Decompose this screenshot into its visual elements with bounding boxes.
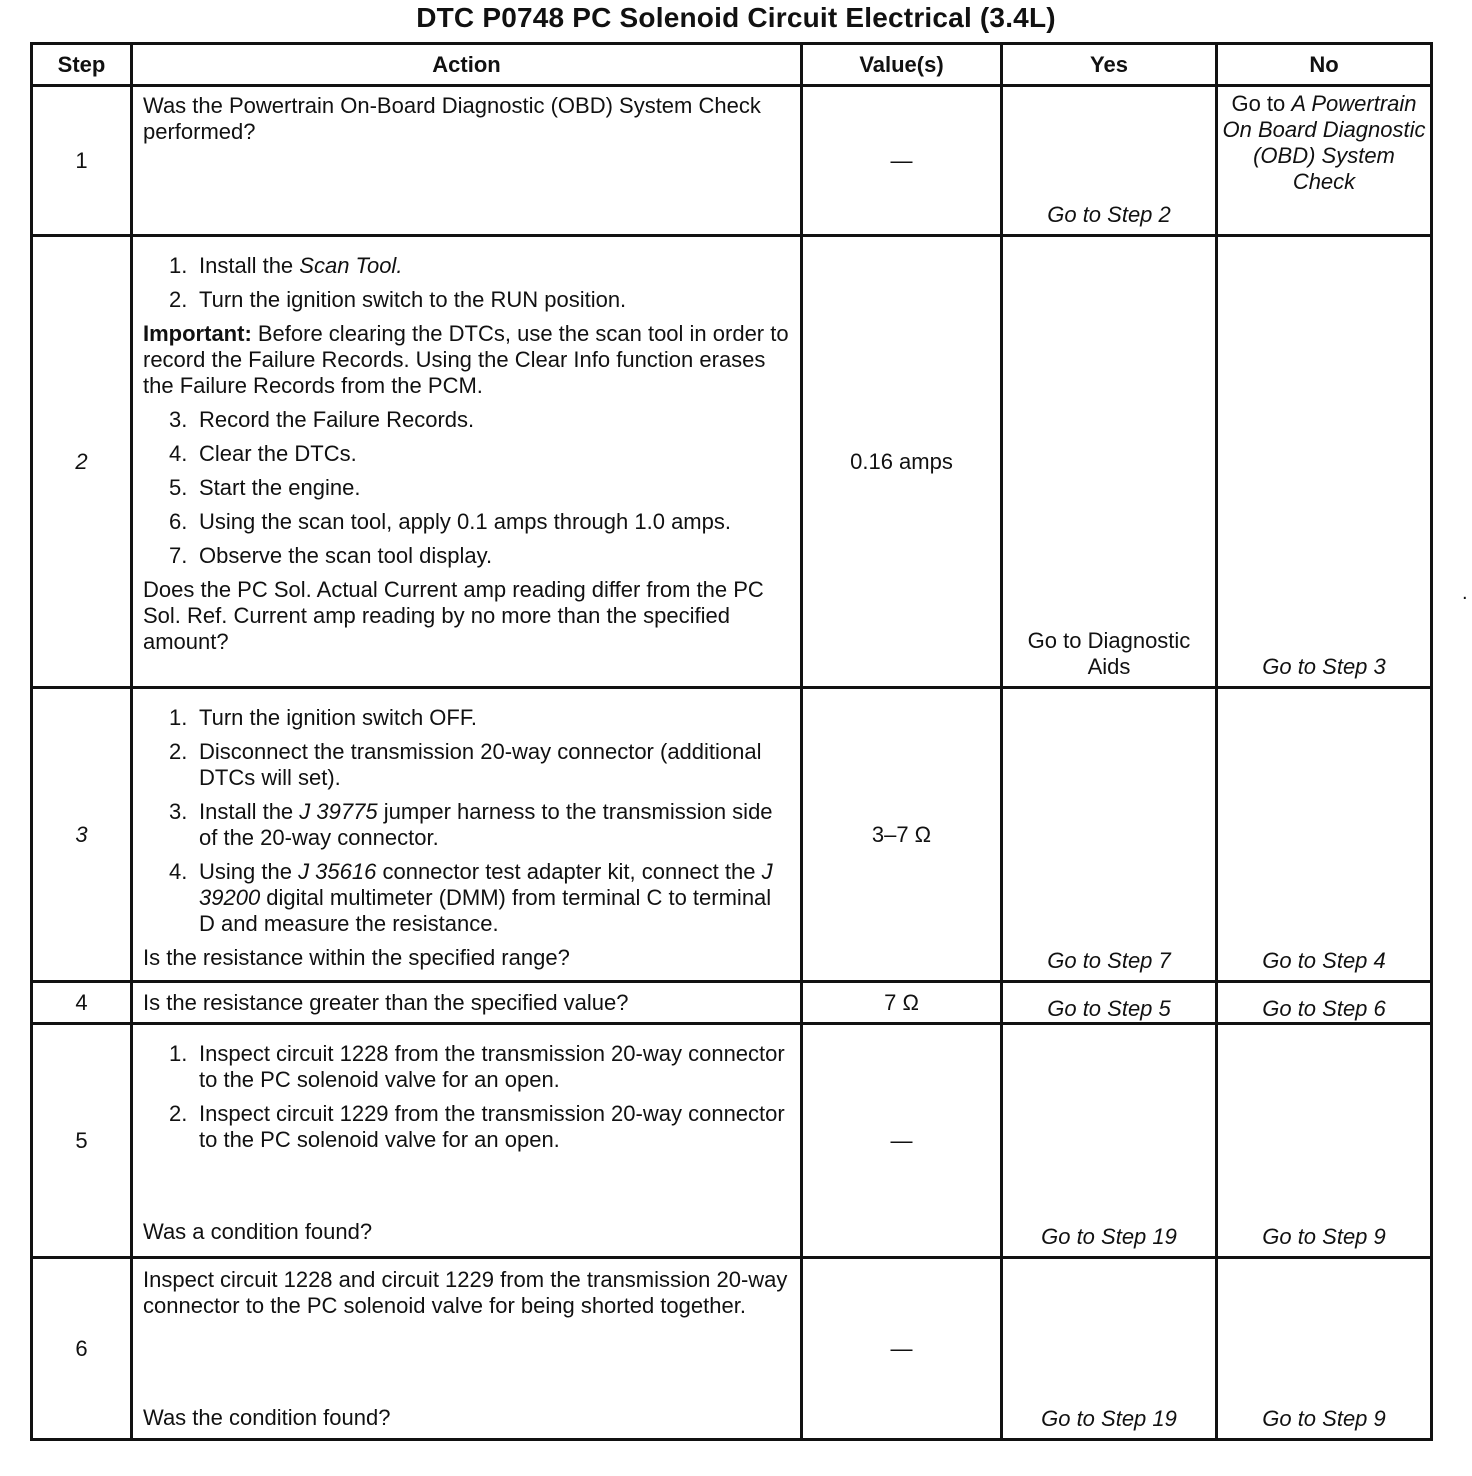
action-question: Does the PC Sol. Actual Current amp reading differ from the PC Sol. Ref. Current amp reading by no more than the specified amount?	[143, 577, 764, 654]
step-number: 1	[32, 86, 132, 236]
no-reference: A Powertrain On Board Diagnostic (OBD) System Check	[1222, 91, 1426, 194]
table-row	[32, 86, 1432, 236]
header-action: Action	[132, 44, 802, 86]
no-cell	[1217, 86, 1432, 236]
header-yes: Yes	[1002, 44, 1217, 86]
stray-mark: .	[1462, 582, 1468, 604]
step-number: 5	[32, 1024, 132, 1258]
procedure-item: 3. Record the Failure Records.	[169, 407, 475, 432]
value-cell: 0.16 amps	[802, 236, 1002, 688]
step-number: 4	[32, 982, 132, 1024]
no-cell: Go to Step 4	[1217, 688, 1432, 982]
procedure-item: 6. Using the scan tool, apply 0.1 amps through 1.0 amps.	[169, 509, 731, 534]
action-body	[143, 1267, 790, 1431]
table-row	[32, 1024, 1432, 1258]
value-cell: 3–7 Ω	[802, 688, 1002, 982]
procedure-item: 2. Disconnect the transmission 20-way connector (additional DTCs will set).	[169, 739, 762, 790]
table-row	[32, 236, 1432, 688]
table-header-row	[32, 44, 1432, 86]
action-question: Is the resistance greater than the specified value?	[143, 989, 629, 1015]
yes-cell: Go to Step 7	[1002, 688, 1217, 982]
table-row	[32, 1258, 1432, 1440]
diagnostic-table	[30, 42, 1433, 1441]
action-text: Inspect circuit 1228 and circuit 1229 from the transmission 20-way connector to the PC solenoid valve for being shorted together.	[143, 1267, 788, 1318]
action-body	[143, 1041, 790, 1245]
procedure-item: 1. Install the Scan Tool.	[169, 253, 403, 278]
procedure-item: 1. Inspect circuit 1228 from the transmission 20-way connector to the PC solenoid valve for an open.	[169, 1041, 785, 1092]
action-cell	[132, 1258, 802, 1440]
yes-cell: Go to Step 2	[1002, 86, 1217, 236]
value-cell: —	[802, 86, 1002, 236]
yes-cell: Go to Step 5	[1002, 982, 1217, 1024]
action-cell	[132, 86, 802, 236]
no-cell: Go to Step 9	[1217, 1024, 1432, 1258]
header-values: Value(s)	[802, 44, 1002, 86]
yes-cell: Go to Diagnostic Aids	[1002, 236, 1217, 688]
step-number: 3	[32, 688, 132, 982]
value-cell: 7 Ω	[802, 982, 1002, 1024]
yes-cell: Go to Step 19	[1002, 1258, 1217, 1440]
no-cell: Go to Step 9	[1217, 1258, 1432, 1440]
action-cell	[132, 982, 802, 1024]
procedure-item: 7. Observe the scan tool display.	[169, 543, 493, 568]
table-row	[32, 982, 1432, 1024]
procedure-list	[143, 407, 790, 569]
procedure-item: 5. Start the engine.	[169, 475, 361, 500]
action-cell	[132, 1024, 802, 1258]
procedure-item: 2. Turn the ignition switch to the RUN position.	[169, 287, 627, 312]
no-cell: Go to Step 3	[1217, 236, 1432, 688]
header-step: Step	[32, 44, 132, 86]
procedure-item: 2. Inspect circuit 1229 from the transmission 20-way connector to the PC solenoid valve for an open.	[169, 1101, 785, 1152]
procedure-item: 4. Clear the DTCs.	[169, 441, 357, 466]
header-no: No	[1217, 44, 1432, 86]
table-row	[32, 688, 1432, 982]
no-cell: Go to Step 6	[1217, 982, 1432, 1024]
important-label: Important:	[143, 321, 252, 346]
procedure-list	[143, 705, 790, 937]
action-cell	[132, 688, 802, 982]
action-question: Was the condition found?	[143, 1405, 391, 1430]
procedure-item: 1. Turn the ignition switch OFF.	[169, 705, 477, 730]
value-cell: —	[802, 1024, 1002, 1258]
yes-cell: Go to Step 19	[1002, 1024, 1217, 1258]
step-number: 2	[32, 236, 132, 688]
procedure-item: 3. Install the J 39775 jumper harness to the transmission side of the 20-way connector.	[169, 799, 773, 850]
procedure-list	[143, 1041, 790, 1161]
procedure-list	[143, 253, 790, 313]
value-cell: —	[802, 1258, 1002, 1440]
action-question: Was the Powertrain On-Board Diagnostic (OBD) System Check performed?	[143, 93, 761, 144]
page-title: DTC P0748 PC Solenoid Circuit Electrical (3.4L)	[416, 2, 1056, 33]
action-question: Was a condition found?	[143, 1219, 373, 1244]
no-prefix: Go to	[1231, 91, 1292, 116]
action-question: Is the resistance within the specified range?	[143, 945, 570, 970]
step-number: 6	[32, 1258, 132, 1440]
action-cell	[132, 236, 802, 688]
important-note: Important: Before clearing the DTCs, use the scan tool in order to record the Failure Records. Using the Clear Info function erases the Failure Records from the PCM.	[143, 321, 789, 398]
procedure-item: 4. Using the J 35616 connector test adapter kit, connect the J 39200 digital multimeter (DMM) from terminal C to terminal D and measure the resistance.	[169, 859, 773, 936]
